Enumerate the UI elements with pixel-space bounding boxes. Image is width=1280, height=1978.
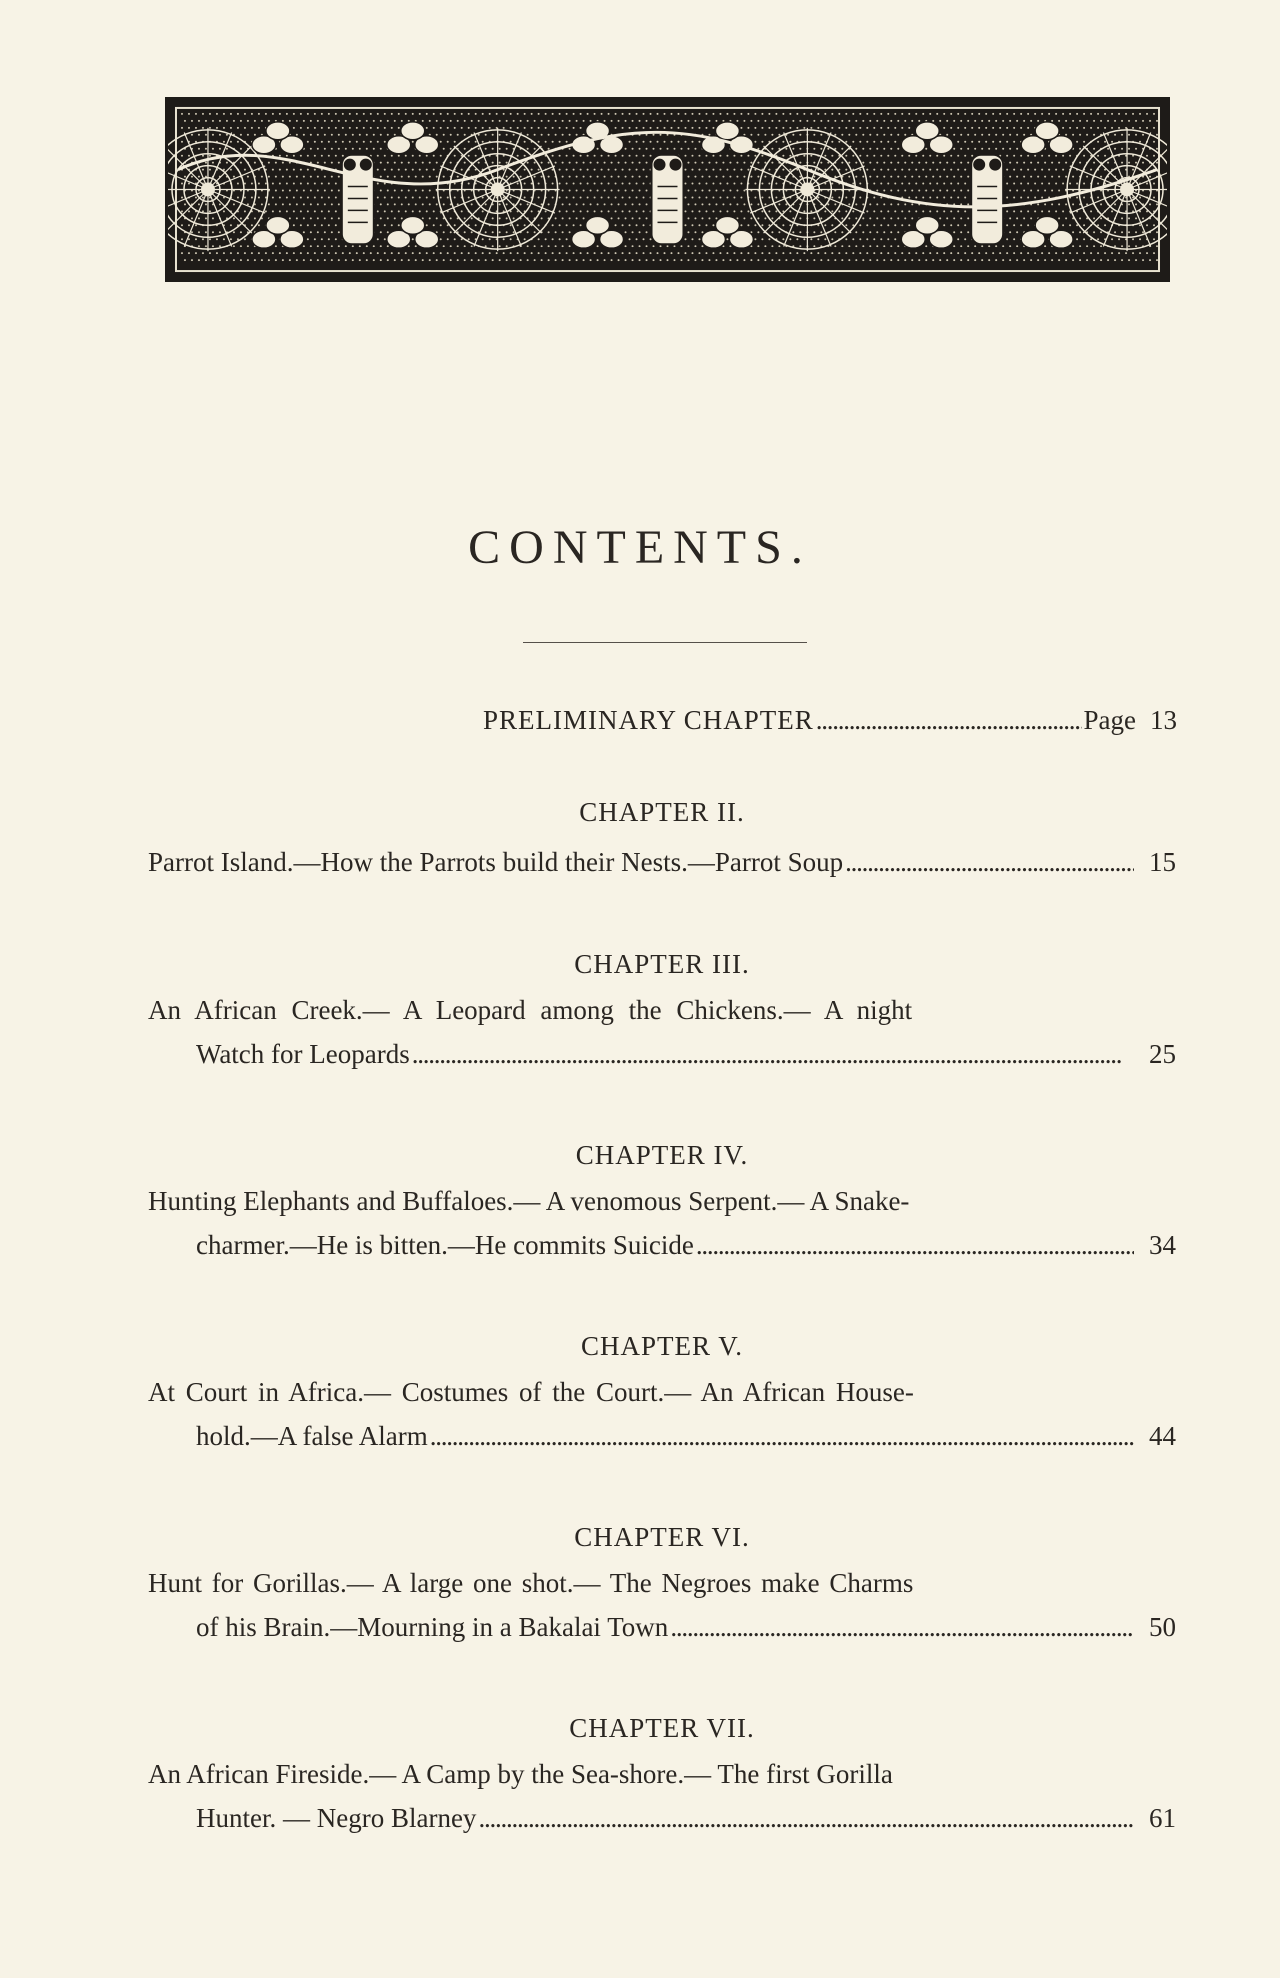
summary-text: Hunting Elephants and Buffaloes.— A venomous Serpent.— A Snake- [148, 1186, 910, 1216]
chapter-heading: CHAPTER III. [574, 949, 750, 979]
page-word: Page [1083, 705, 1136, 735]
summary-text: hold.—A false Alarm [196, 1421, 428, 1451]
spider-icon [1120, 183, 1134, 197]
page-number: 25 [1149, 1039, 1176, 1069]
leader-dots [696, 1223, 1134, 1267]
spider-icon [491, 183, 505, 197]
page-number: 44 [1149, 1421, 1176, 1451]
chapter-entry [148, 1331, 1176, 1458]
page-number: 34 [1149, 1230, 1176, 1260]
contents-title: CONTENTS. [468, 521, 812, 574]
chapter-heading: CHAPTER IV. [575, 1140, 749, 1170]
summary-text: Watch for Leopards [196, 1039, 410, 1069]
summary-text: An African Fireside.— A Camp by the Sea-shore.— The first Gorilla [148, 1759, 893, 1789]
summary-text: An African Creek.— A Leopard among the Chickens.— A night [148, 995, 913, 1025]
chapter-summary-line [148, 1223, 1176, 1267]
title-rule [523, 642, 807, 643]
chapter-summary-line [148, 1561, 1176, 1605]
preliminary-label: PRELIMINARY CHAPTER [483, 705, 814, 735]
chapter-summary-line [148, 1605, 1176, 1649]
summary-text: charmer.—He is bitten.—He commits Suicide [196, 1230, 694, 1260]
chapter-entry [148, 797, 1176, 884]
chapter-heading: CHAPTER V. [580, 1331, 744, 1361]
chapter-heading: CHAPTER II. [579, 797, 745, 827]
chapter-summary-line [148, 1752, 1176, 1796]
ornament-illustration [168, 100, 1167, 279]
leader-dots [430, 1414, 1134, 1458]
chapter-entry [148, 1713, 1176, 1840]
summary-text: of his Brain.—Mourning in a Bakalai Town [196, 1612, 669, 1642]
chapter-summary-line [148, 840, 1176, 884]
summary-text: Parrot Island.—How the Parrots build their Nests.—Parrot Soup [148, 847, 844, 877]
page-number: 13 [1150, 705, 1177, 735]
leader-dots [845, 840, 1134, 884]
chapter-summary-line [148, 1796, 1176, 1840]
chapter-heading: CHAPTER VI. [574, 1522, 750, 1552]
chapter-entry [148, 1522, 1176, 1649]
leader-dots [670, 1605, 1134, 1649]
chapter-summary-line [148, 1032, 1176, 1076]
chapter-summary-line [148, 1179, 1176, 1223]
chapter-entry [148, 1140, 1176, 1267]
chapter-summary-line [148, 1370, 1176, 1414]
chapter-heading: CHAPTER VII. [569, 1713, 755, 1743]
summary-text: Hunt for Gorillas.— A large one shot.— The Negroes make Charms [148, 1568, 914, 1598]
summary-text: Hunter. — Negro Blarney [196, 1803, 477, 1833]
chapter-summary-line [148, 1414, 1176, 1458]
page-number: 15 [1149, 847, 1176, 877]
leader-dots [478, 1796, 1134, 1840]
page-number: 61 [1149, 1803, 1176, 1833]
ornamental-headpiece [165, 97, 1170, 282]
spider-icon [201, 183, 215, 197]
chapter-entry [148, 949, 1176, 1076]
leader-dots [816, 705, 1082, 736]
spider-icon [800, 183, 814, 197]
chapter-summary-line [148, 988, 1176, 1032]
summary-text: At Court in Africa.— Costumes of the Court.— An African House- [148, 1377, 914, 1407]
leader-dots [412, 1032, 1134, 1076]
page-number: 50 [1149, 1612, 1176, 1642]
preliminary-entry [483, 705, 1177, 736]
